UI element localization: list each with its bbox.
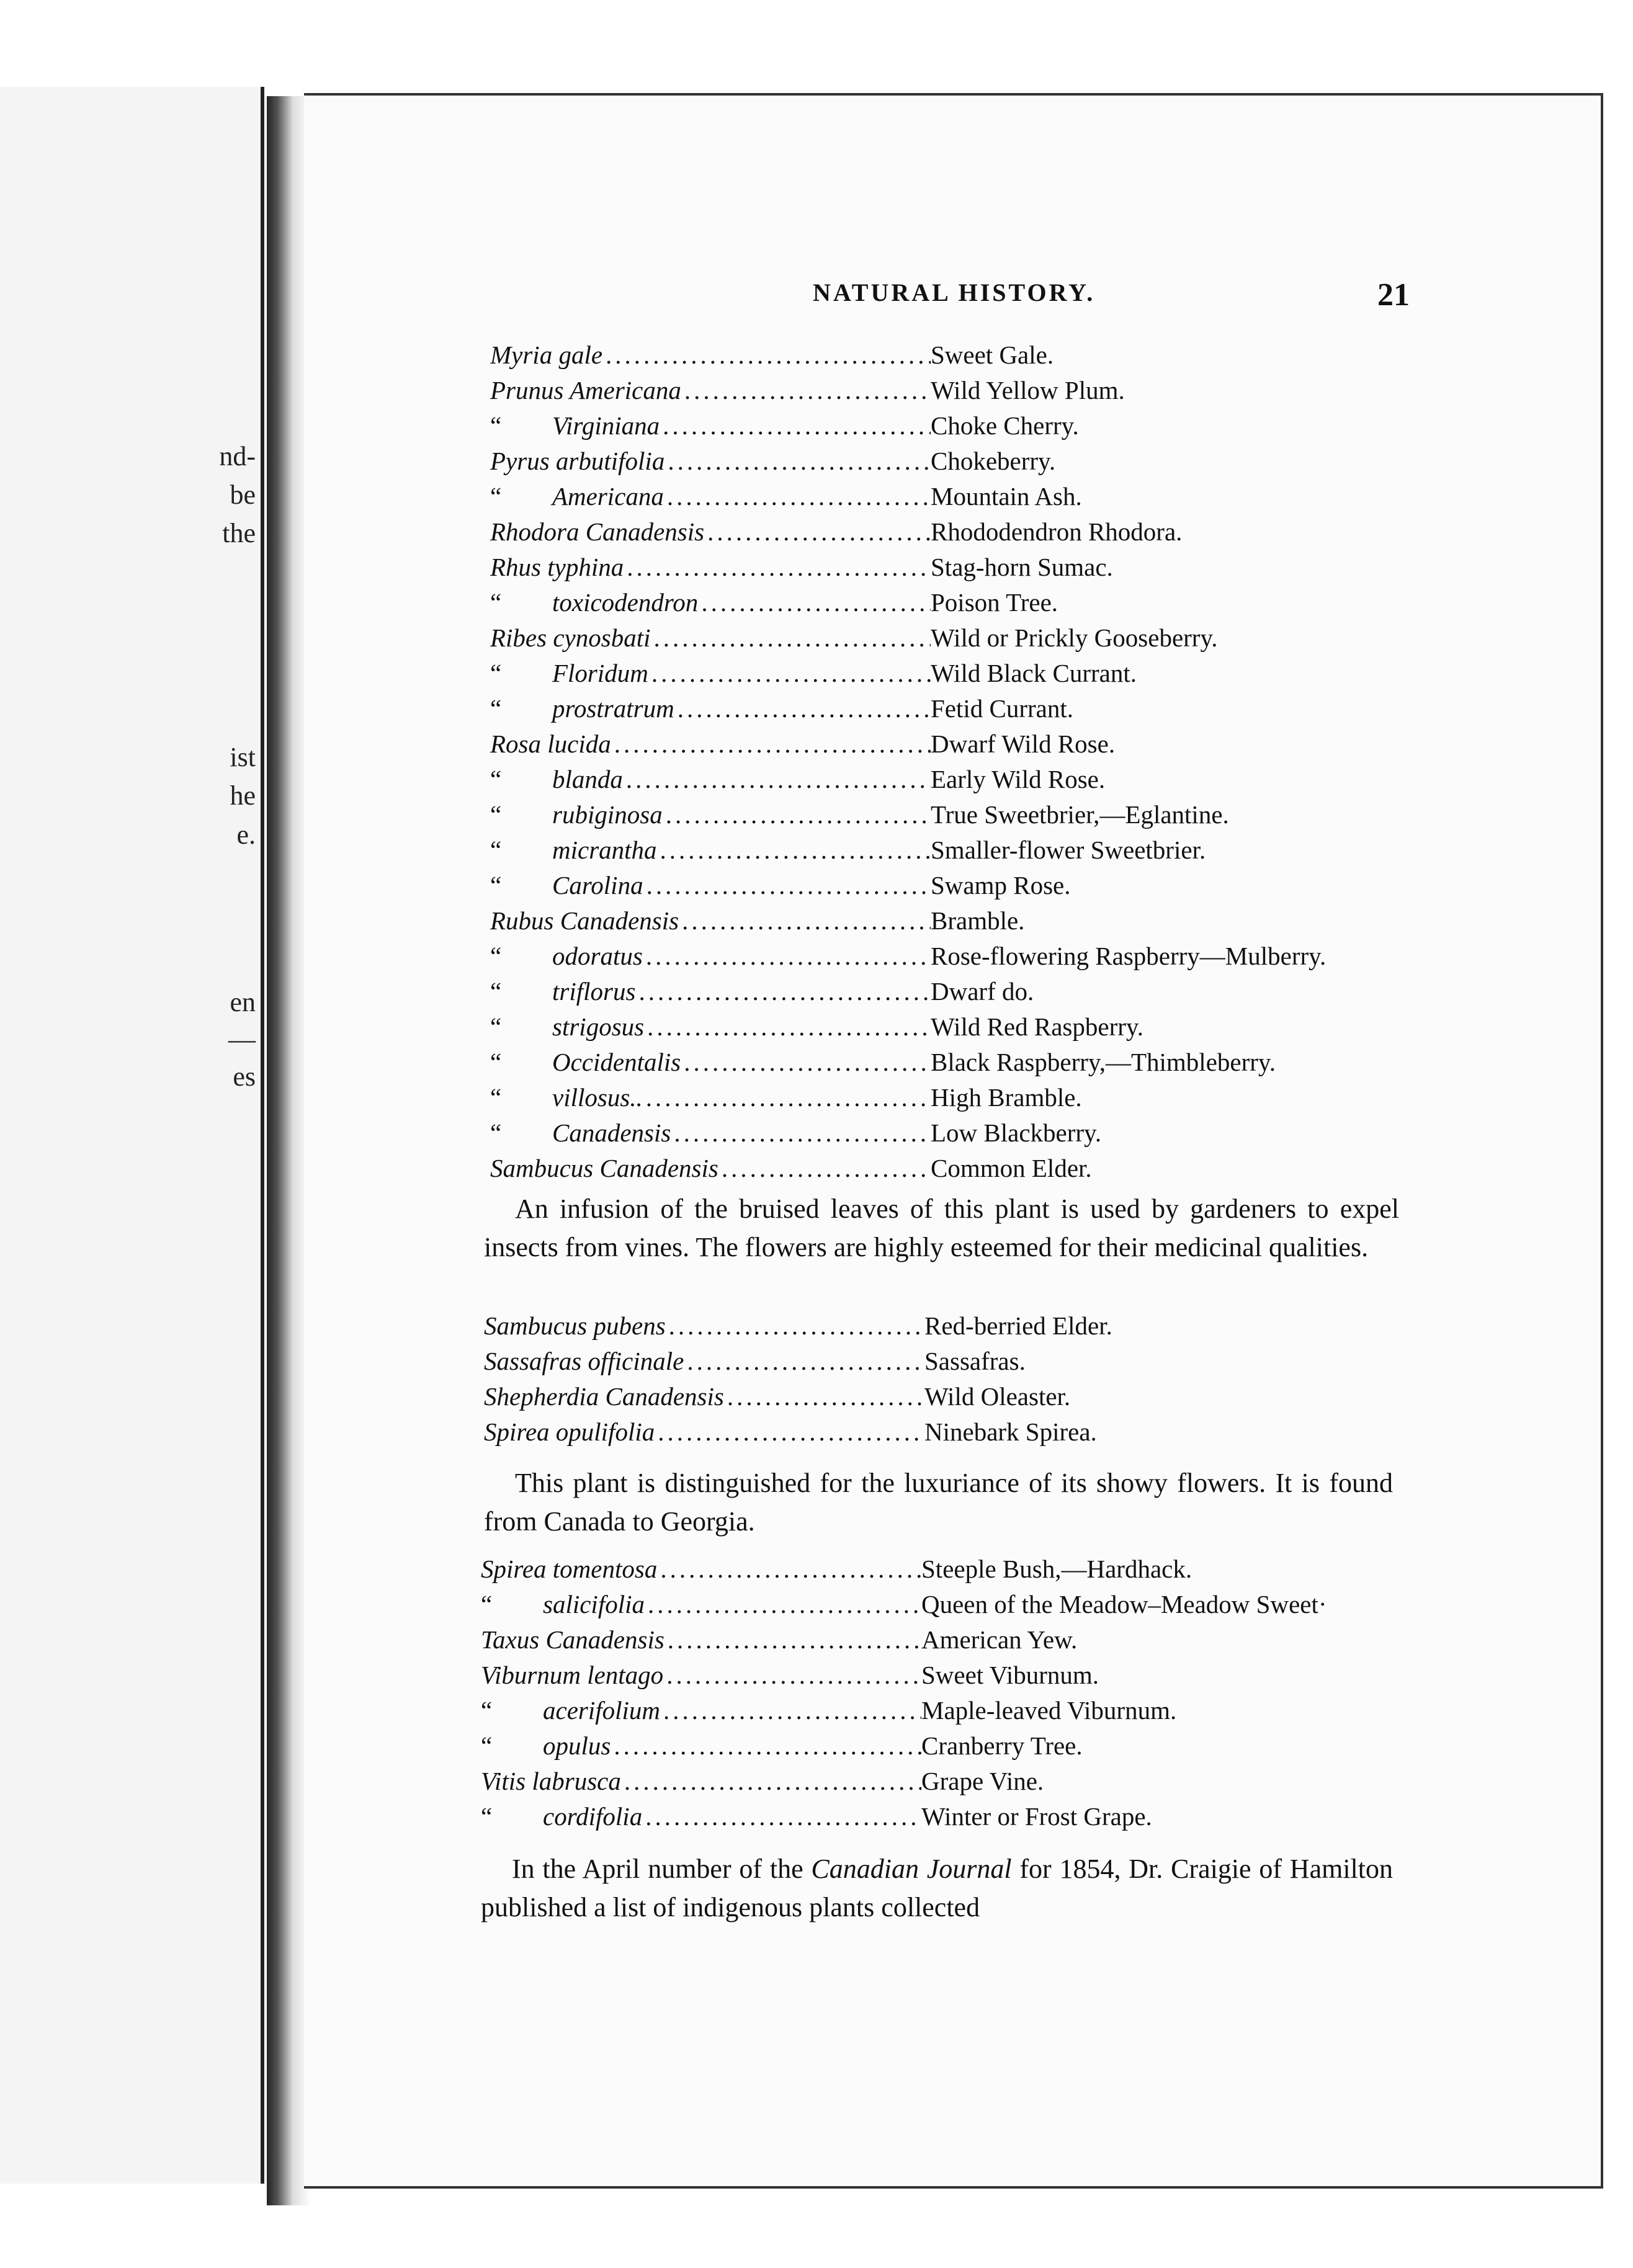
scientific-name: odoratus <box>552 942 643 970</box>
plant-row <box>490 1118 1402 1153</box>
paragraph-craigie <box>481 1850 1393 1927</box>
plant-row <box>484 1311 1396 1346</box>
plant-row <box>481 1695 1393 1731</box>
dot-leader <box>687 1346 924 1376</box>
dot-leader <box>652 658 931 688</box>
scientific-name: Prunus Americana <box>490 376 681 404</box>
scientific-name: toxicodendron <box>552 588 699 617</box>
plant-row <box>490 1012 1402 1047</box>
common-name: Mountain Ash. <box>931 482 1082 511</box>
ditto-mark: “ <box>490 1048 502 1076</box>
plant-list-2 <box>484 1311 1396 1452</box>
scientific-name: rubiginosa <box>552 800 663 829</box>
common-name: Cranberry Tree. <box>921 1731 1083 1760</box>
dot-leader <box>682 906 931 935</box>
scientific-name-cell <box>481 1766 921 1796</box>
scientific-name-cell <box>490 411 931 440</box>
scientific-name: Sambucus pubens <box>484 1311 666 1340</box>
facing-page-fragment: he <box>230 780 256 811</box>
scientific-name-cell <box>481 1554 921 1584</box>
ditto-mark: “ <box>490 977 502 1006</box>
dot-leader <box>668 1625 921 1654</box>
dot-leader <box>667 1660 921 1690</box>
common-name: Smaller-flower Sweetbrier. <box>931 836 1206 864</box>
ditto-mark: “ <box>490 942 502 970</box>
scientific-name-cell <box>490 800 931 829</box>
common-name: Fetid Currant. <box>931 694 1074 723</box>
common-name: Grape Vine. <box>921 1767 1044 1795</box>
plant-row <box>490 375 1402 411</box>
journal-title: Canadian Journal <box>811 1854 1012 1884</box>
dot-leader <box>627 764 931 794</box>
common-name: Sassafras. <box>924 1347 1026 1375</box>
scientific-name: Myria gale <box>490 341 603 369</box>
plant-row <box>490 729 1402 764</box>
dot-leader <box>668 446 931 476</box>
scientific-name: villosus.. <box>552 1083 643 1112</box>
ditto-mark: “ <box>490 1118 502 1147</box>
common-name: Black Raspberry,—Thimbleberry. <box>931 1048 1276 1076</box>
scientific-name: strigosus <box>552 1012 645 1041</box>
running-header: NATURAL HISTORY. <box>813 279 1096 306</box>
plant-row <box>484 1417 1396 1452</box>
scientific-name-cell <box>481 1801 921 1831</box>
plant-row <box>481 1625 1393 1660</box>
scientific-name: Spirea tomentosa <box>481 1555 658 1583</box>
plant-row <box>490 587 1402 623</box>
scientific-name: opulus <box>543 1731 611 1760</box>
scientific-name-cell <box>490 976 931 1006</box>
scientific-name: Occidentalis <box>552 1048 681 1076</box>
scientific-name-cell <box>481 1731 921 1761</box>
common-name: Dwarf Wild Rose. <box>931 730 1116 758</box>
plant-row <box>490 694 1402 729</box>
plant-row <box>490 1047 1402 1083</box>
scientific-name-cell <box>490 941 931 971</box>
plant-row <box>490 340 1402 375</box>
dot-leader <box>674 1118 931 1148</box>
scientific-name: prostratrum <box>552 694 674 723</box>
facing-page-fragment: — <box>228 1024 256 1055</box>
plant-row <box>481 1766 1393 1801</box>
scientific-name: salicifolia <box>543 1590 645 1618</box>
ditto-mark: “ <box>490 871 502 900</box>
scientific-name-cell <box>481 1695 921 1725</box>
paragraph-elder <box>484 1190 1399 1267</box>
scientific-name-cell <box>490 517 931 547</box>
facing-page-fragment: en <box>230 987 256 1017</box>
common-name: Dwarf do. <box>931 977 1034 1006</box>
common-name: Ninebark Spirea. <box>924 1418 1097 1446</box>
plant-row <box>490 835 1402 870</box>
scientific-name: Taxus Canadensis <box>481 1625 664 1654</box>
scientific-name-cell <box>490 1047 931 1077</box>
common-name: Early Wild Rose. <box>931 765 1106 793</box>
common-name: Maple-leaved Viburnum. <box>921 1696 1177 1725</box>
plant-row <box>484 1346 1396 1382</box>
ditto-mark: “ <box>490 694 502 723</box>
common-name: Wild Black Currant. <box>931 659 1137 687</box>
plant-row <box>490 411 1402 446</box>
plant-row <box>490 623 1402 658</box>
scientific-name-cell <box>490 481 931 511</box>
dot-leader <box>708 517 931 547</box>
scientific-name: Carolina <box>552 871 643 900</box>
dot-leader <box>664 1695 921 1725</box>
dot-leader <box>684 1047 931 1077</box>
dot-leader <box>654 623 931 653</box>
facing-page-fragment: ist <box>230 742 256 772</box>
ditto-mark: “ <box>490 1012 502 1041</box>
dot-leader <box>669 1311 924 1341</box>
scientific-name-cell <box>490 446 931 476</box>
facing-page-fragment: es <box>233 1061 256 1092</box>
dot-leader <box>606 340 931 370</box>
ditto-mark: “ <box>481 1731 493 1760</box>
ditto-mark: “ <box>490 1083 502 1112</box>
plant-row <box>481 1660 1393 1695</box>
scientific-name-cell <box>490 1012 931 1042</box>
plant-row <box>481 1731 1393 1766</box>
scientific-name-cell <box>490 623 931 653</box>
scientific-name-cell <box>490 658 931 688</box>
common-name: Poison Tree. <box>931 588 1058 617</box>
common-name: Queen of the Meadow–Meadow Sweet· <box>921 1590 1327 1618</box>
scientific-name: Sambucus Canadensis <box>490 1154 718 1182</box>
paragraph-text: An infusion of the bruised leaves of this plant is used by gardeners to expel insects from vines. The flowers are highly esteemed for their medicinal qualities. <box>484 1194 1399 1262</box>
common-name: Wild Oleaster. <box>924 1382 1071 1411</box>
plant-row <box>490 976 1402 1012</box>
facing-page-fragment: be <box>230 480 256 510</box>
common-name: Rose-flowering Raspberry—Mulberry. <box>931 942 1327 970</box>
plant-row <box>481 1589 1393 1625</box>
scientific-name: micrantha <box>552 836 657 864</box>
scientific-name: blanda <box>552 765 623 793</box>
dot-leader <box>685 375 931 405</box>
dot-leader <box>646 941 931 971</box>
ditto-mark: “ <box>490 411 502 440</box>
paragraph-spirea <box>484 1464 1393 1541</box>
scientific-name-cell <box>490 1118 931 1148</box>
common-name: Stag-horn Sumac. <box>931 553 1113 581</box>
dot-leader <box>666 800 931 829</box>
plant-list-3 <box>481 1554 1393 1837</box>
scientific-name: Rosa lucida <box>490 730 611 758</box>
scientific-name-cell <box>490 1083 931 1112</box>
plant-row <box>490 658 1402 694</box>
ditto-mark: “ <box>490 800 502 829</box>
dot-leader <box>625 1766 921 1796</box>
dot-leader <box>702 587 931 617</box>
scientific-name: cordifolia <box>543 1802 643 1831</box>
dot-leader <box>615 729 931 759</box>
common-name: American Yew. <box>921 1625 1078 1654</box>
dot-leader <box>646 1801 921 1831</box>
scientific-name-cell <box>481 1625 921 1654</box>
dot-leader <box>722 1153 931 1183</box>
scientific-name-cell <box>484 1346 924 1376</box>
common-name: Steeple Bush,—Hardhack. <box>921 1555 1192 1583</box>
plant-row <box>490 870 1402 906</box>
ditto-mark: “ <box>481 1696 493 1725</box>
scientific-name: Vitis labrusca <box>481 1767 621 1795</box>
scientific-name-cell <box>484 1417 924 1447</box>
dot-leader <box>639 976 931 1006</box>
plant-row <box>490 446 1402 481</box>
common-name: Choke Cherry. <box>931 411 1079 440</box>
facing-page-fragment: e. <box>236 819 256 850</box>
scientific-name: Pyrus arbutifolia <box>490 447 665 475</box>
dot-leader <box>648 1589 921 1619</box>
dot-leader <box>614 1731 921 1761</box>
scientific-name-cell <box>481 1589 921 1619</box>
scientific-name: Viburnum lentago <box>481 1661 664 1689</box>
scientific-name: Ribes cynosbati <box>490 623 651 652</box>
dot-leader <box>648 1012 931 1042</box>
dot-leader <box>678 694 931 723</box>
plant-row <box>490 1083 1402 1118</box>
scientific-name: triflorus <box>552 977 636 1006</box>
scientific-name-cell <box>490 340 931 370</box>
scientific-name-cell <box>490 694 931 723</box>
plant-row <box>490 1153 1402 1189</box>
plant-row <box>481 1554 1393 1589</box>
ditto-mark: “ <box>490 588 502 617</box>
dot-leader <box>728 1382 924 1411</box>
common-name: Sweet Viburnum. <box>921 1661 1099 1689</box>
common-name: Sweet Gale. <box>931 341 1054 369</box>
scientific-name-cell <box>481 1660 921 1690</box>
scientific-name-cell <box>490 906 931 935</box>
common-name: Rhododendron Rhodora. <box>931 517 1183 546</box>
scientific-name: Canadensis <box>552 1118 671 1147</box>
scientific-name: acerifolium <box>543 1696 661 1725</box>
dot-leader <box>663 411 931 440</box>
ditto-mark: “ <box>490 482 502 511</box>
scientific-name-cell <box>490 764 931 794</box>
plant-list-1 <box>490 340 1402 1189</box>
scientific-name-cell <box>490 1153 931 1183</box>
dot-leader <box>668 481 931 511</box>
scientific-name: Americana <box>552 482 664 511</box>
page-number: 21 <box>1377 277 1410 313</box>
ditto-mark: “ <box>490 659 502 687</box>
plant-row <box>490 517 1402 552</box>
dot-leader <box>647 870 931 900</box>
plant-row <box>490 481 1402 517</box>
scientific-name-cell <box>484 1382 924 1411</box>
scientific-name-cell <box>490 587 931 617</box>
plant-row <box>484 1382 1396 1417</box>
scientific-name-cell <box>484 1311 924 1341</box>
ditto-mark: “ <box>490 836 502 864</box>
common-name: Wild Red Raspberry. <box>931 1012 1143 1041</box>
facing-page-edge <box>0 87 264 2184</box>
plant-row <box>490 552 1402 587</box>
dot-leader <box>627 552 931 582</box>
ditto-mark: “ <box>490 765 502 793</box>
scientific-name-cell <box>490 552 931 582</box>
scientific-name-cell <box>490 375 931 405</box>
plant-row <box>490 764 1402 800</box>
common-name: Wild Yellow Plum. <box>931 376 1125 404</box>
ditto-mark: “ <box>481 1802 493 1831</box>
paragraph-text: In the April number of the <box>512 1854 812 1884</box>
scientific-name: Sassafras officinale <box>484 1347 684 1375</box>
common-name: Winter or Frost Grape. <box>921 1802 1152 1831</box>
scientific-name: Rhus typhina <box>490 553 624 581</box>
scientific-name-cell <box>490 729 931 759</box>
plant-row <box>490 906 1402 941</box>
common-name: Chokeberry. <box>931 447 1056 475</box>
scientific-name: Rhodora Canadensis <box>490 517 705 546</box>
scientific-name-cell <box>490 835 931 865</box>
scientific-name-cell <box>490 870 931 900</box>
plant-row <box>481 1801 1393 1837</box>
plant-row <box>490 800 1402 835</box>
common-name: True Sweetbrier,—Eglantine. <box>931 800 1229 829</box>
facing-page-fragment: the <box>222 518 256 548</box>
plant-row <box>490 941 1402 976</box>
common-name: Common Elder. <box>931 1154 1092 1182</box>
dot-leader <box>646 1083 931 1112</box>
paragraph-text: for 1854, Dr. Craigie of Hamilton published a list of indigenous plants collected <box>481 1854 1394 1922</box>
scientific-name: Spirea opulifolia <box>484 1418 655 1446</box>
paragraph-text: This plant is distinguished for the luxuriance of its showy flowers. It is found from Canada to Georgia. <box>484 1468 1393 1537</box>
common-name: Red-berried Elder. <box>924 1311 1112 1340</box>
scientific-name: Shepherdia Canadensis <box>484 1382 724 1411</box>
scientific-name: Virginiana <box>552 411 660 440</box>
dot-leader <box>658 1417 924 1447</box>
scientific-name: Floridum <box>552 659 648 687</box>
common-name: Bramble. <box>931 906 1025 935</box>
common-name: High Bramble. <box>931 1083 1082 1112</box>
common-name: Swamp Rose. <box>931 871 1071 900</box>
facing-page-fragment: nd- <box>219 441 256 471</box>
dot-leader <box>661 835 931 865</box>
common-name: Wild or Prickly Gooseberry. <box>931 623 1218 652</box>
common-name: Low Blackberry. <box>931 1118 1102 1147</box>
dot-leader <box>661 1554 921 1584</box>
ditto-mark: “ <box>481 1590 493 1618</box>
scientific-name: Rubus Canadensis <box>490 906 679 935</box>
